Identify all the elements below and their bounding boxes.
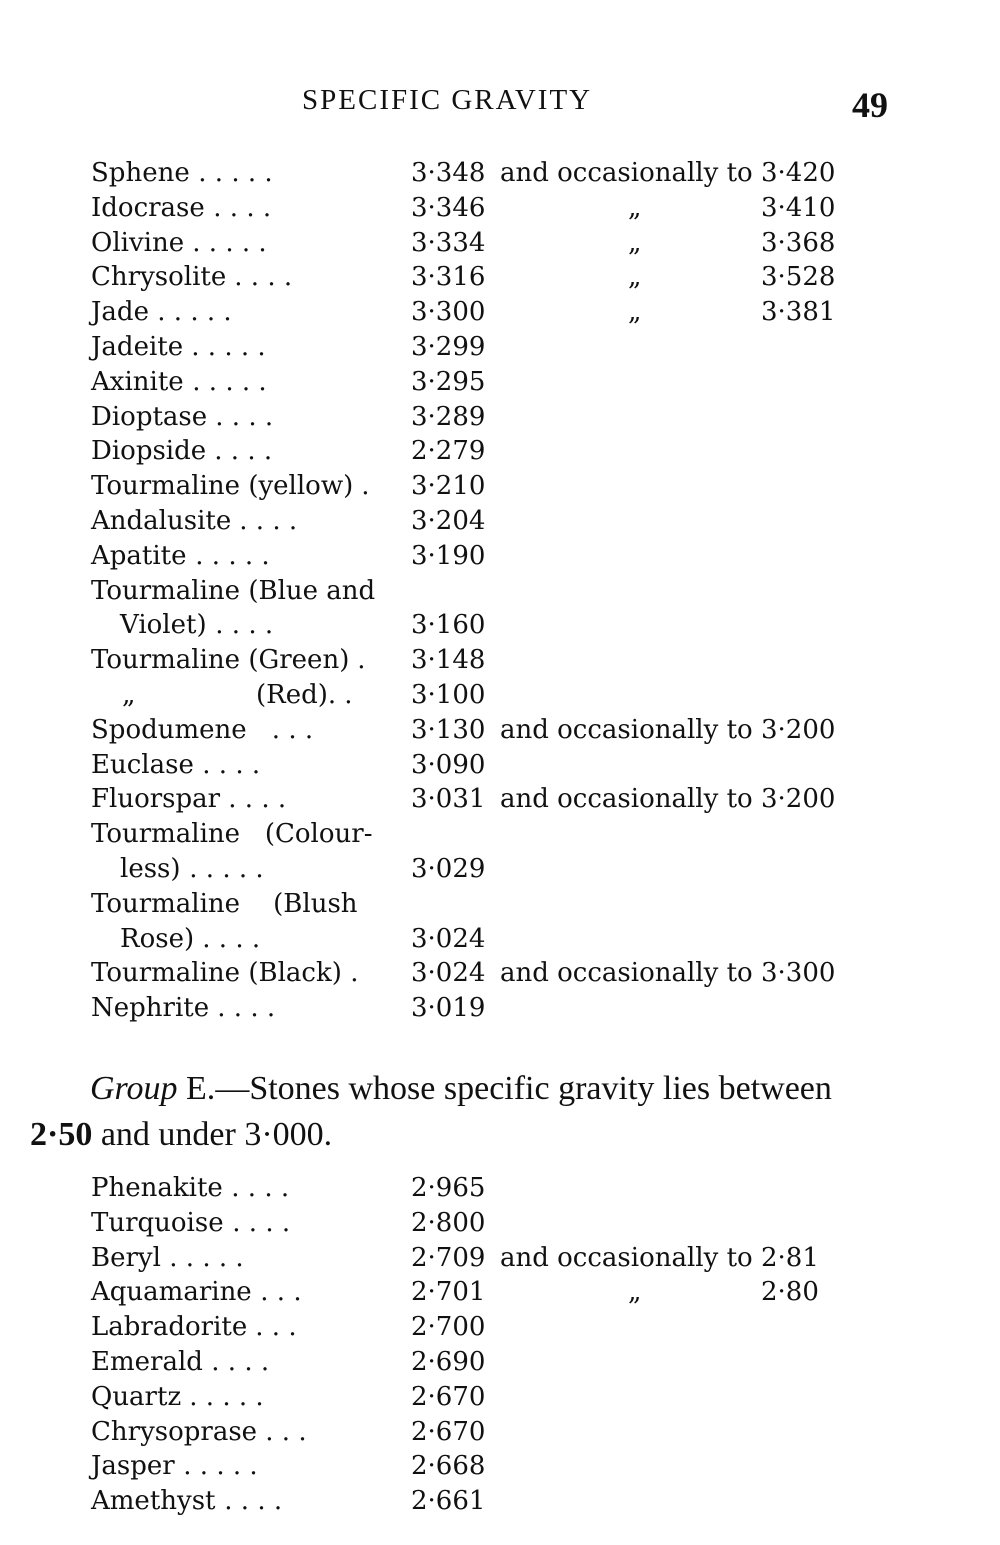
table-row: [0, 922, 1000, 957]
specific-gravity-value: 3·024: [411, 958, 486, 989]
leader-dots: . . .: [252, 1277, 302, 1308]
specific-gravity-value: 3·295: [411, 366, 486, 397]
mineral-name: Phenakite: [91, 1173, 223, 1203]
mineral-name: Jadeite: [91, 331, 184, 362]
specific-gravity-value: 2·670: [411, 1381, 486, 1412]
specific-gravity-value: 2·965: [411, 1173, 486, 1203]
table-row: [0, 956, 1000, 991]
mineral-name: Violet): [120, 610, 207, 641]
specific-gravity-value: 2·701: [411, 1277, 486, 1308]
specific-gravity-value: 3·019: [411, 993, 486, 1024]
mineral-name: Nephrite: [91, 993, 210, 1024]
ditto-mark: „: [628, 297, 642, 328]
mineral-name: Tourmaline (Green): [91, 645, 350, 676]
table-row: [0, 643, 1000, 678]
leader-dots: . . . .: [205, 192, 272, 223]
leader-dots: . . . .: [231, 505, 298, 536]
leader-dots: .: [349, 645, 366, 676]
specific-gravity-value: 3·100: [411, 679, 486, 710]
group-e-heading: [30, 1066, 910, 1158]
table-row: [0, 1380, 1000, 1415]
leader-dots: . . . .: [206, 436, 273, 467]
ditto-mark: „: [628, 227, 642, 258]
leader-dots: . . . . .: [190, 158, 273, 188]
mineral-name: less): [120, 853, 181, 884]
gravity-table-group-e: [0, 1171, 1000, 1519]
table-row: [0, 400, 1000, 435]
leader-dots: . . . . .: [183, 331, 266, 362]
maximum-gravity-value: 2·80: [761, 1277, 819, 1308]
maximum-gravity-value: 3·381: [761, 297, 836, 328]
leader-dots: . . .: [257, 1416, 307, 1447]
running-head: [0, 84, 1000, 124]
mineral-name: Andalusite: [91, 505, 232, 536]
specific-gravity-value: 3·031: [411, 784, 486, 815]
leader-dots: . . . . .: [181, 1381, 264, 1412]
table-row: [0, 887, 1000, 922]
leader-dots: .: [342, 958, 359, 989]
leader-dots: . . . . .: [175, 1451, 258, 1482]
specific-gravity-value: 2·690: [411, 1346, 486, 1377]
leader-dots: . . . .: [220, 784, 287, 815]
table-row: [0, 156, 1000, 191]
specific-gravity-value: 2·668: [411, 1451, 486, 1482]
table-row: [0, 782, 1000, 817]
table-row: [0, 574, 1000, 609]
leader-dots: . . . . .: [181, 853, 264, 884]
mineral-name: Jasper: [91, 1451, 175, 1482]
leader-dots: . . . .: [223, 1173, 290, 1203]
mineral-name: Spodumene: [91, 714, 247, 745]
mineral-name: Chrysolite: [91, 262, 227, 293]
group-description-line1: —Stones whose specific gravity lies between: [215, 1070, 832, 1107]
mineral-name: Tourmaline (yellow): [91, 471, 354, 502]
specific-gravity-value: 3·300: [411, 297, 486, 328]
table-row: [0, 608, 1000, 643]
mineral-name: Axinite: [91, 366, 184, 397]
specific-gravity-value: 3·289: [411, 401, 486, 432]
table-row: [0, 991, 1000, 1026]
specific-gravity-value: 2·661: [411, 1486, 486, 1517]
mineral-name: Apatite: [91, 540, 187, 571]
leader-dots: . . .: [247, 714, 314, 745]
occasional-note: and occasionally to: [500, 714, 753, 745]
table-row: [0, 539, 1000, 574]
table-row: [0, 1310, 1000, 1345]
group-range-start: 2·50: [30, 1116, 93, 1153]
leader-dots: . . . . .: [184, 227, 267, 258]
mineral-name: Tourmaline (Blue and: [91, 575, 376, 606]
maximum-gravity-value: 3·420: [761, 158, 836, 188]
occasional-note: and occasionally to: [500, 1242, 753, 1273]
mineral-name: Fluorspar: [91, 784, 221, 815]
ditto-mark: „: [628, 262, 642, 293]
leader-dots: .: [336, 679, 353, 710]
specific-gravity-value: 2·670: [411, 1416, 486, 1447]
page-number: 49: [852, 85, 888, 125]
table-row: [0, 226, 1000, 261]
maximum-gravity-value: 3·300: [761, 958, 836, 989]
leader-dots: . . . .: [216, 1486, 283, 1517]
mineral-name: Jade: [91, 297, 149, 328]
table-row: [0, 295, 1000, 330]
table-row: [0, 817, 1000, 852]
table-row: [0, 678, 1000, 713]
table-row: [0, 1206, 1000, 1241]
mineral-name: Tourmaline (Black): [91, 958, 342, 989]
specific-gravity-value: 3·090: [411, 749, 486, 780]
table-row: [0, 713, 1000, 748]
occasional-note: and occasionally to: [500, 158, 753, 188]
mineral-name: Diopside: [91, 436, 207, 467]
leader-dots: . . . . .: [184, 366, 267, 397]
leader-dots: . . . .: [194, 923, 261, 954]
specific-gravity-value: 3·160: [411, 610, 486, 641]
leader-dots: . . . .: [209, 993, 276, 1024]
leader-dots: . . . .: [207, 610, 274, 641]
group-description-line2: and under 3·000.: [92, 1116, 333, 1153]
table-row: [0, 1415, 1000, 1450]
table-row: [0, 852, 1000, 887]
maximum-gravity-value: 3·200: [761, 784, 836, 815]
mineral-name: Dioptase: [91, 401, 208, 432]
specific-gravity-value: 2·279: [411, 436, 486, 467]
specific-gravity-value: 3·316: [411, 262, 486, 293]
group-label: Group: [90, 1070, 178, 1107]
specific-gravity-value: 3·204: [411, 505, 486, 536]
specific-gravity-value: 3·299: [411, 331, 486, 362]
specific-gravity-value: 3·334: [411, 227, 486, 258]
table-row: [0, 748, 1000, 783]
occasional-note: and occasionally to: [500, 958, 753, 989]
leader-dots: . . . .: [194, 749, 261, 780]
mineral-name: Idocrase: [91, 192, 205, 223]
mineral-name: Turquoise: [91, 1207, 224, 1238]
mineral-name: Tourmaline (Blush: [91, 888, 358, 919]
group-letter: E.: [186, 1070, 216, 1107]
mineral-name: Labradorite: [91, 1312, 248, 1343]
table-row: [0, 469, 1000, 504]
maximum-gravity-value: 3·200: [761, 714, 836, 745]
mineral-name: Olivine: [91, 227, 185, 258]
maximum-gravity-value: 3·410: [761, 192, 836, 223]
mineral-name: Tourmaline (Colour-: [91, 819, 373, 850]
leader-dots: . . .: [247, 1312, 297, 1343]
specific-gravity-value: 2·800: [411, 1207, 486, 1238]
mineral-name: Amethyst: [91, 1486, 216, 1517]
leader-dots: .: [353, 471, 370, 502]
specific-gravity-value: 3·148: [411, 645, 486, 676]
table-row: [0, 365, 1000, 400]
maximum-gravity-value: 3·368: [761, 227, 836, 258]
table-row: [0, 504, 1000, 539]
mineral-name: Beryl: [91, 1242, 161, 1273]
specific-gravity-value: 3·024: [411, 923, 486, 954]
table-row: [0, 1275, 1000, 1310]
table-row: [0, 1449, 1000, 1484]
ditto-mark: „: [628, 192, 642, 223]
specific-gravity-value: 3·130: [411, 714, 486, 745]
mineral-name: Rose): [120, 923, 195, 954]
table-row: [0, 330, 1000, 365]
specific-gravity-value: 2·700: [411, 1312, 486, 1343]
ditto-mark: „: [628, 1277, 642, 1308]
leader-dots: . . . .: [224, 1207, 291, 1238]
running-title: SPECIFIC GRAVITY: [302, 84, 593, 116]
mineral-name: Euclase: [91, 749, 194, 780]
ditto-mark: „: [122, 679, 136, 710]
table-row: [0, 434, 1000, 469]
mineral-name: Sphene: [91, 158, 190, 188]
mineral-name: Emerald: [91, 1346, 203, 1377]
mineral-name-ditto: [122, 678, 337, 713]
table-row: [0, 191, 1000, 226]
table-row: [0, 1345, 1000, 1380]
specific-gravity-value: 3·210: [411, 471, 486, 502]
specific-gravity-value: 3·190: [411, 540, 486, 571]
leader-dots: . . . .: [207, 401, 274, 432]
table-row: [0, 260, 1000, 295]
mineral-name: Quartz: [91, 1381, 182, 1412]
leader-dots: . . . .: [203, 1346, 270, 1377]
specific-gravity-value: 3·029: [411, 853, 486, 884]
table-row: [0, 1241, 1000, 1276]
mineral-variety: (Red).: [256, 679, 337, 710]
leader-dots: . . . . .: [161, 1242, 244, 1273]
leader-dots: . . . .: [226, 262, 293, 293]
occasional-note: and occasionally to: [500, 784, 753, 815]
mineral-name: Chrysoprase: [91, 1416, 258, 1447]
mineral-name: Aquamarine: [91, 1277, 252, 1308]
table-row: [0, 1171, 1000, 1206]
maximum-gravity-value: 2·81: [761, 1242, 819, 1273]
specific-gravity-value: 2·709: [411, 1242, 486, 1273]
gravity-table-group-d: [0, 156, 1000, 1026]
specific-gravity-value: 3·346: [411, 192, 486, 223]
leader-dots: . . . . .: [149, 297, 232, 328]
leader-dots: . . . . .: [187, 540, 270, 571]
maximum-gravity-value: 3·528: [761, 262, 836, 293]
table-row: [0, 1484, 1000, 1519]
specific-gravity-value: 3·348: [411, 158, 486, 188]
